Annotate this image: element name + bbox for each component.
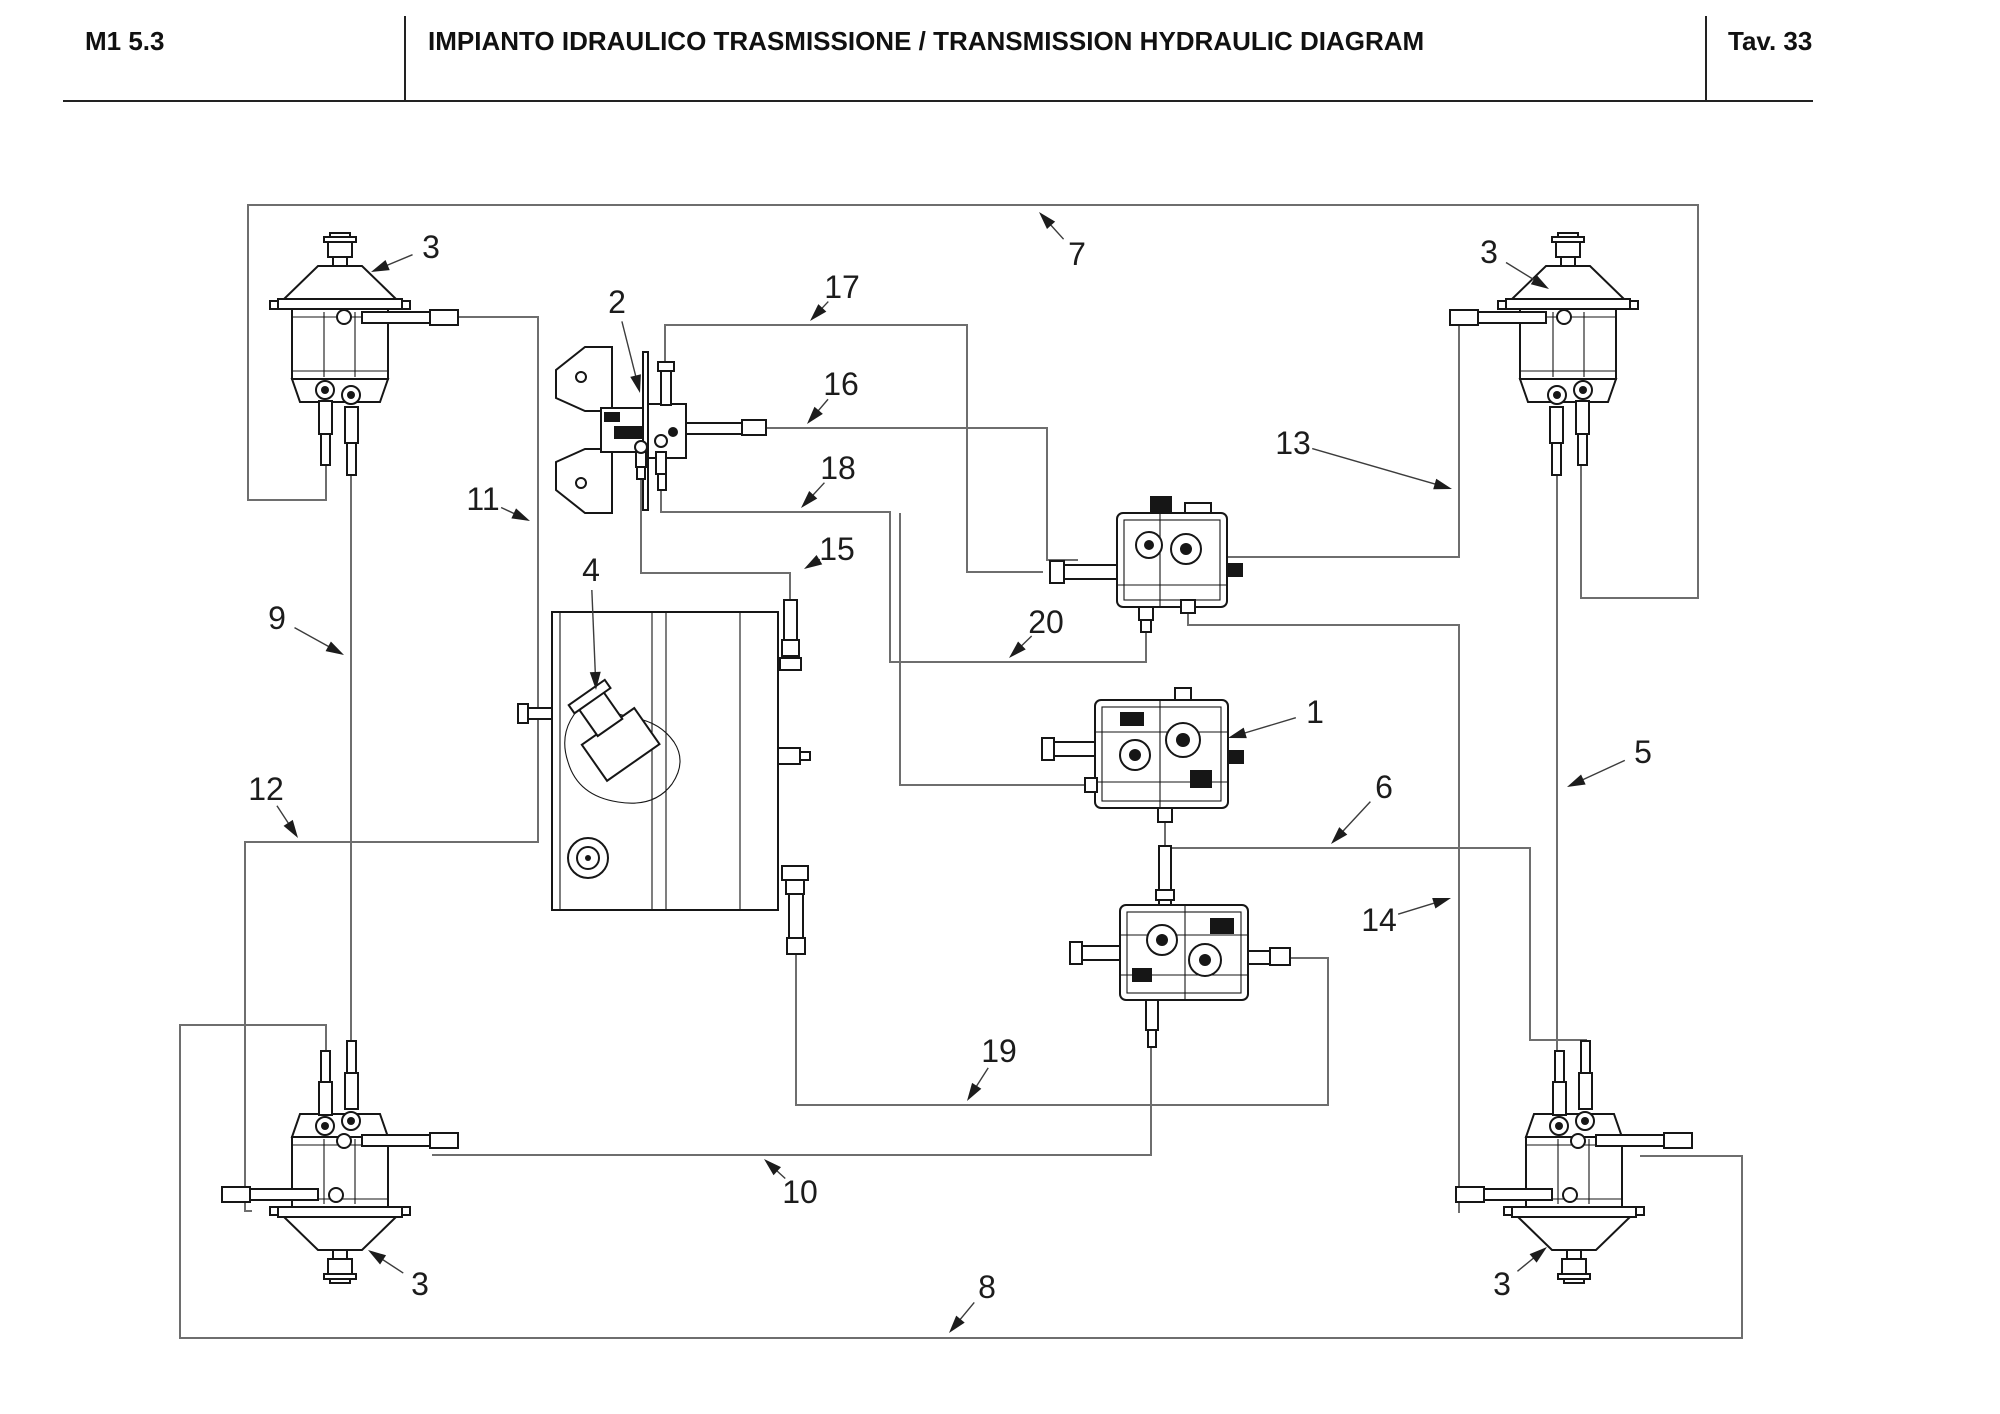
part-label-3-front-right (1480, 234, 1549, 289)
part-label-9 (268, 600, 344, 655)
hose-16 (748, 428, 1078, 560)
hose-13 (1220, 318, 1459, 557)
hydraulic-pump-1 (1042, 688, 1244, 822)
part-label-13-text: 13 (1275, 425, 1311, 461)
part-label-6 (1331, 769, 1393, 844)
part-label-9-text: 9 (268, 600, 286, 636)
part-label-14 (1361, 898, 1451, 938)
part-label-18-text: 18 (820, 450, 856, 486)
part-label-19 (967, 1033, 1017, 1101)
part-label-8 (949, 1269, 996, 1333)
part-label-11-text: 11 (466, 481, 500, 517)
part-label-3-rear-right-text: 3 (1493, 1266, 1511, 1302)
part-label-4-text: 4 (582, 552, 600, 588)
part-label-14-text: 14 (1361, 902, 1397, 938)
part-label-17-text: 17 (824, 269, 860, 305)
part-label-3-front-left (371, 229, 440, 272)
part-label-8-text: 8 (978, 1269, 996, 1305)
part-label-20 (1009, 604, 1064, 658)
part-label-12 (248, 771, 298, 838)
part-label-16 (807, 366, 859, 424)
sheet-title: IMPIANTO IDRAULICO TRASMISSIONE / TRANSMISSION HYDRAULIC DIAGRAM (428, 26, 1425, 56)
part-label-2-text: 2 (608, 284, 626, 320)
hydraulic-pump-upper-right (1050, 496, 1243, 632)
hose-15 (641, 477, 790, 602)
part-label-13 (1275, 425, 1452, 489)
part-label-5 (1567, 734, 1652, 787)
part-label-3-rear-right (1493, 1247, 1547, 1302)
part-label-15 (804, 531, 855, 569)
sheet-code: M1 5.3 (85, 26, 165, 56)
part-label-20-text: 20 (1028, 604, 1064, 640)
hose-10 (432, 1047, 1151, 1155)
hydraulic-pump-6 (1070, 846, 1290, 1047)
part-label-11 (466, 481, 530, 521)
part-label-3-rear-left-text: 3 (411, 1266, 429, 1302)
plate-number: Tav. 33 (1728, 26, 1813, 56)
part-label-17 (810, 269, 860, 321)
part-label-10 (764, 1159, 818, 1210)
pump-2-with-bracket (556, 347, 766, 513)
wheel-motor-front-right (1450, 233, 1638, 475)
part-label-7 (1039, 212, 1086, 272)
part-label-10-text: 10 (782, 1174, 818, 1210)
part-label-15-text: 15 (819, 531, 855, 567)
part-label-5-text: 5 (1634, 734, 1652, 770)
part-label-1 (1228, 694, 1324, 738)
hose-11-12 (245, 317, 538, 1211)
part-label-3-front-left-text: 3 (422, 229, 440, 265)
part-label-16-text: 16 (823, 366, 859, 402)
part-label-7-text: 7 (1068, 236, 1086, 272)
wheel-motor-front-left (270, 233, 458, 475)
part-label-18 (801, 450, 856, 508)
part-label-2 (608, 284, 641, 393)
wheel-motor-rear-left (222, 1041, 458, 1283)
part-label-19-text: 19 (981, 1033, 1017, 1069)
hydraulic-tank (518, 600, 810, 954)
part-label-6-text: 6 (1375, 769, 1393, 805)
wheel-motor-rear-right (1456, 1041, 1692, 1283)
part-label-1-text: 1 (1306, 694, 1324, 730)
part-label-3-rear-left (368, 1250, 429, 1302)
part-label-12-text: 12 (248, 771, 284, 807)
part-label-3-front-right-text: 3 (1480, 234, 1498, 270)
